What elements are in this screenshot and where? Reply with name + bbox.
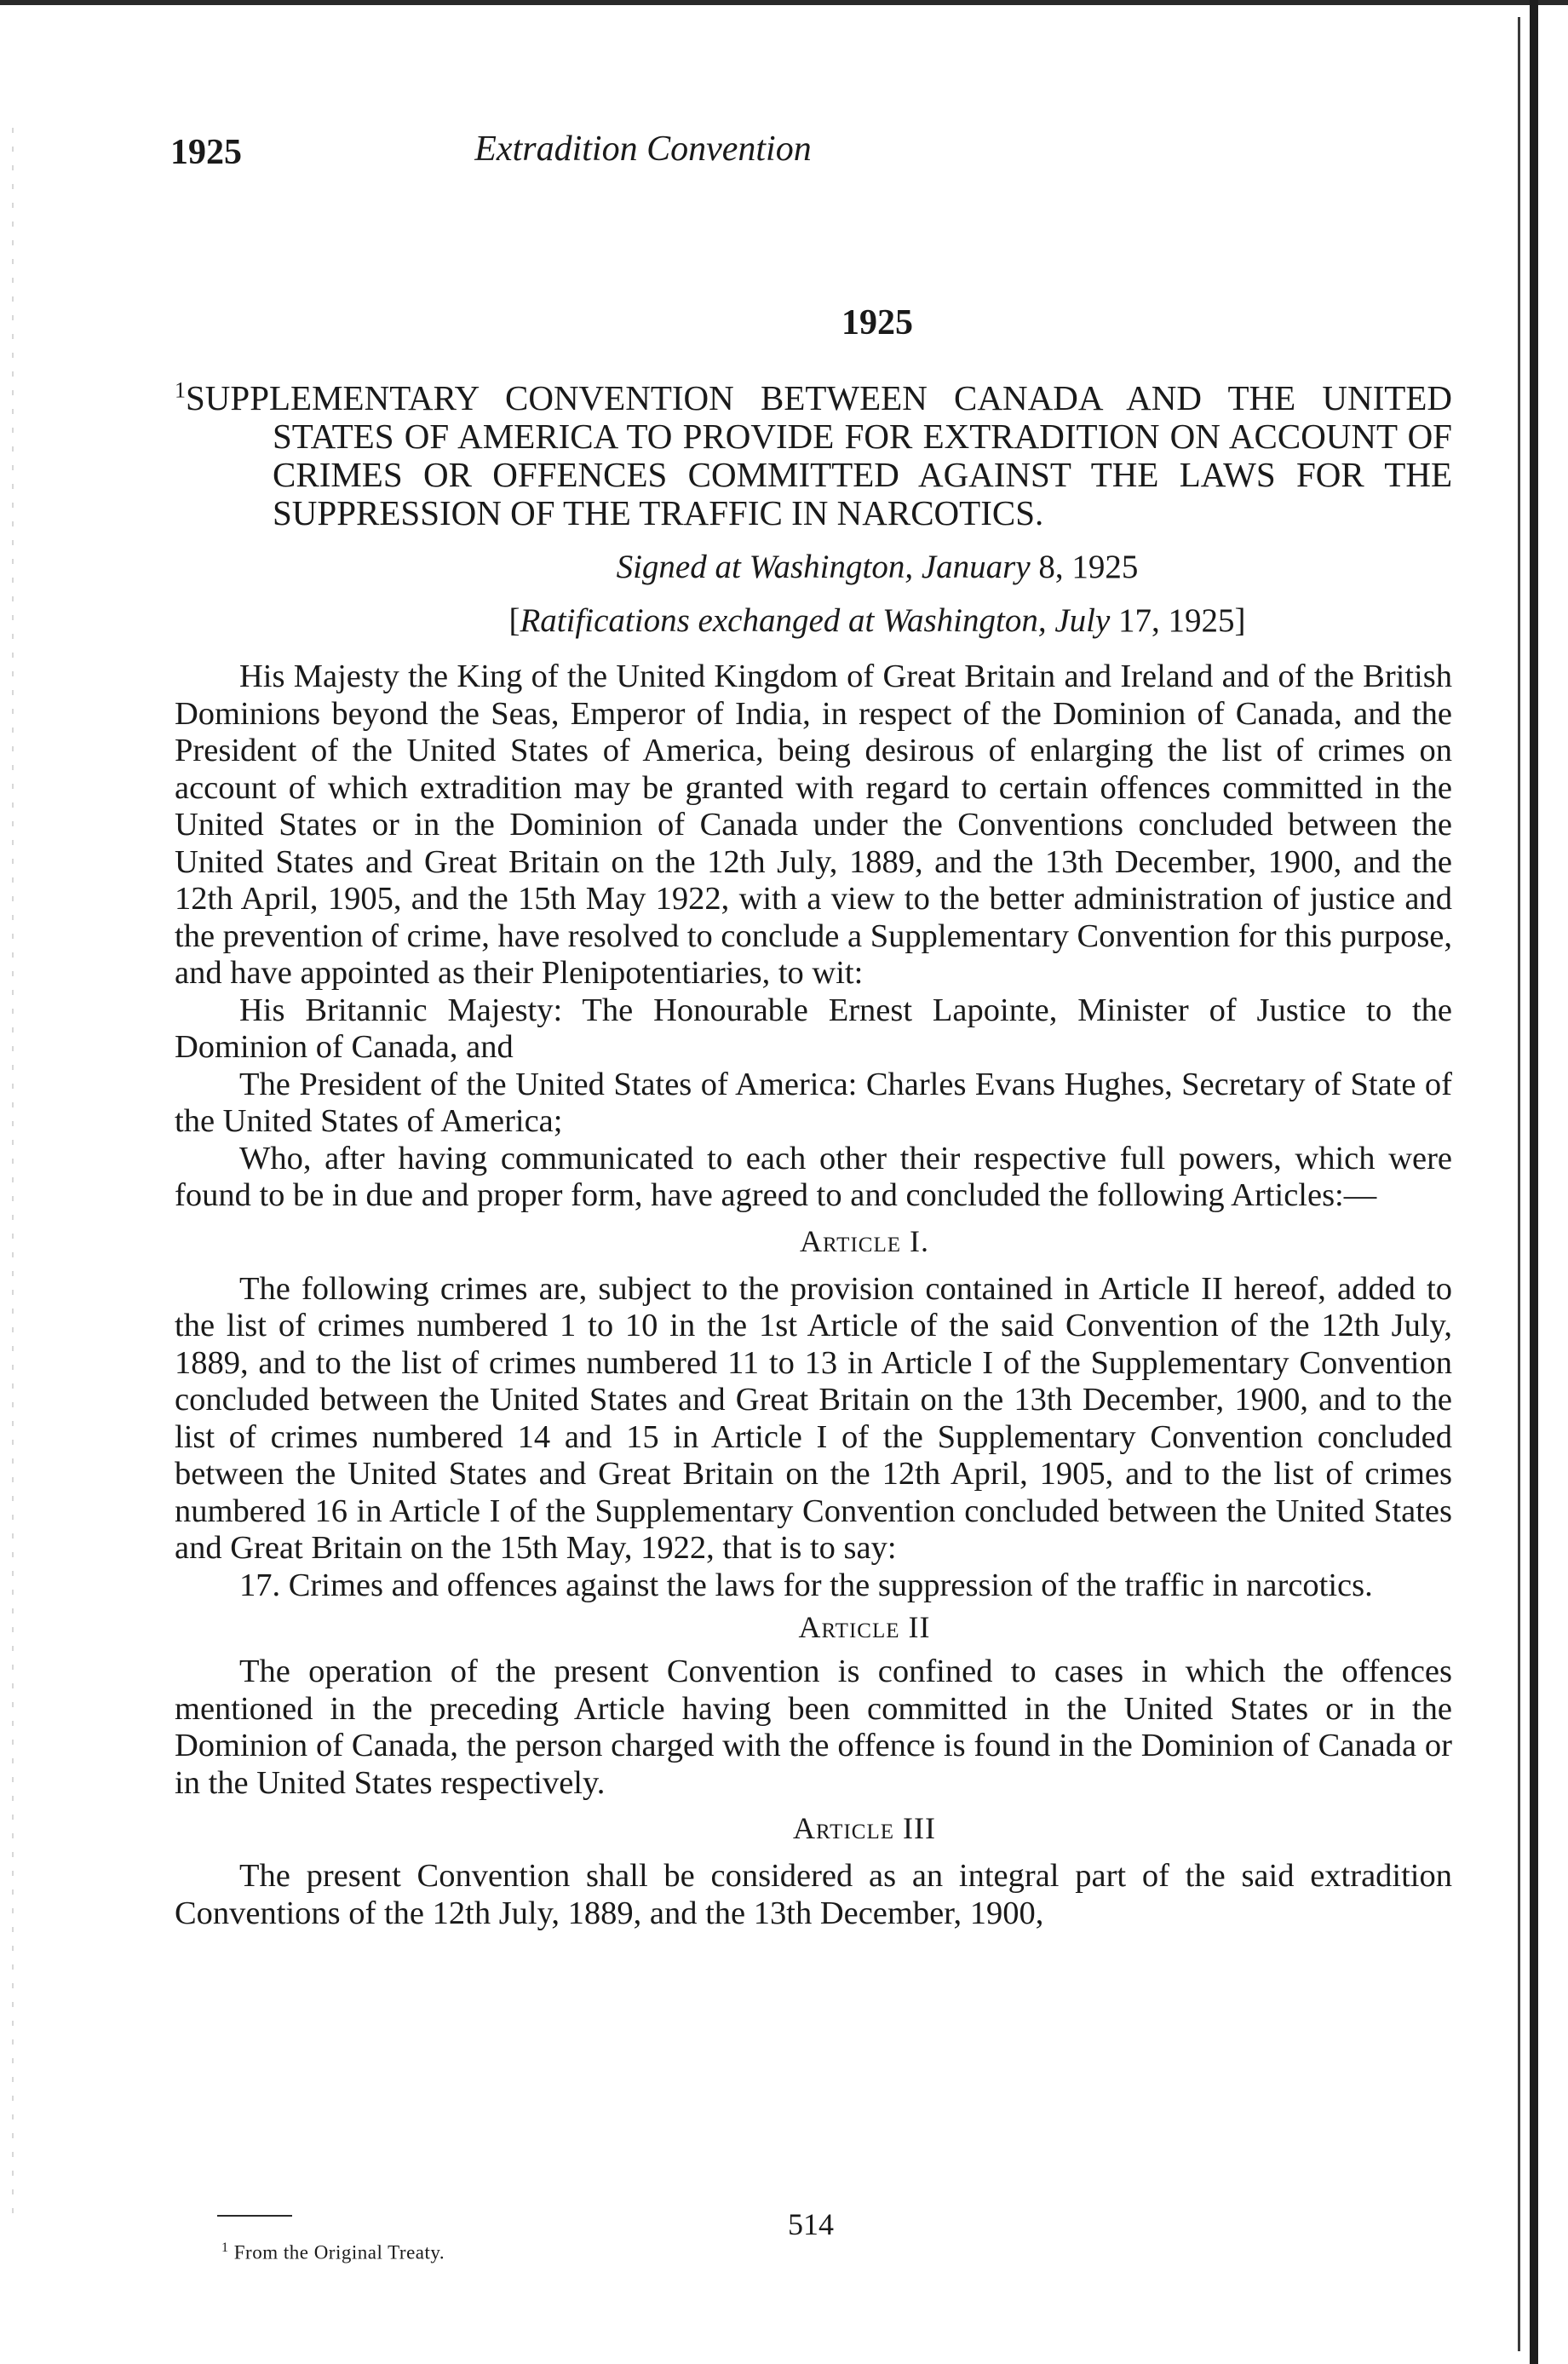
preamble-paragraph: The President of the United States of America: Charles Evans Hughes, Secretary of State of the United States of America; bbox=[175, 1066, 1452, 1139]
ratifications-date: 17, 1925 bbox=[1118, 602, 1235, 639]
ratifications-close-bracket: ] bbox=[1234, 602, 1246, 639]
scan-edge-right bbox=[1530, 0, 1538, 2364]
document-title-text: SUPPLEMENTARY CONVENTION BETWEEN CANADA AND THE UNITED STATES OF AMERICA TO PROVIDE FOR EXTRADITION ON ACCOUNT OF CRIMES OR OFFENCES COMMITTED AGAINST THE LAWS FOR THE SUPPRESSION OF THE TRAFFIC IN NARCOTICS. bbox=[186, 378, 1452, 532]
preamble-paragraph: His Britannic Majesty: The Honourable Ernest Lapointe, Minister of Justice to the Dominion of Canada, and bbox=[175, 992, 1452, 1065]
article-3-paragraph: The present Convention shall be considered as an integral part of the said extradition Conventions of the 12th July, 1889, and the 13th December, 1900, bbox=[175, 1858, 1452, 1931]
article-2-paragraph: The operation of the present Convention is confined to cases in which the offences mentioned in the preceding Article having been committed in the United States or in the Dominion of Canada, the person charged with the offence is found in the Dominion of Canada or in the United States respectively. bbox=[175, 1654, 1452, 1801]
document-year: 1925 bbox=[841, 303, 913, 342]
scan-edge-right-inner bbox=[1518, 17, 1520, 2351]
article-1-heading: Article I. bbox=[800, 1223, 929, 1258]
page-number: 514 bbox=[788, 2207, 834, 2241]
preamble-paragraph: Who, after having communicated to each other their respective full powers, which were found to be in due and proper form, have agreed to and concluded the following Articles:— bbox=[175, 1140, 1452, 1213]
document-title bbox=[175, 379, 1452, 532]
document-content bbox=[175, 302, 1452, 1932]
article-1-paragraph: 17. Crimes and offences against the laws for the suppression of the traffic in narcotics. bbox=[239, 1567, 1373, 1603]
footnote bbox=[221, 2240, 445, 2264]
footnote-rule bbox=[217, 2215, 292, 2217]
running-head-title: Extradition Convention bbox=[474, 129, 812, 169]
article-1-paragraph: The following crimes are, subject to the provision contained in Article II hereof, added to the list of crimes numbered 1 to 10 in the 1st Article of the said Convention of the 12th July, 1889, and to the list of crimes numbered 11 to 13 in Article I of the Supplementary Convention concluded between the United States and Great Britain on the 13th December, 1900, and to the list of crimes numbered 14 and 15 in Article I of the Supplementary Convention concluded between the United States and Great Britain on the 12th April, 1905, and to the list of crimes numbered 16 in Article I of the Supplementary Convention concluded between the United States and Great Britain on the 15th May, 1922, that is to say: bbox=[175, 1270, 1452, 1566]
ratifications-line bbox=[175, 601, 1452, 640]
signed-label: Signed at Washington, January bbox=[616, 549, 1031, 585]
ratifications-label: Ratifications exchanged at Washington, July bbox=[520, 602, 1111, 639]
footnote-text: From the Original Treaty. bbox=[233, 2241, 445, 2263]
running-head bbox=[170, 129, 1452, 183]
title-footnote-mark: 1 bbox=[175, 377, 186, 403]
signed-date: 8, 1925 bbox=[1038, 549, 1139, 585]
article-2-heading: Article II bbox=[798, 1610, 931, 1644]
document-page bbox=[170, 0, 1453, 2364]
signed-line bbox=[175, 548, 1452, 586]
ratifications-open-bracket: [ bbox=[508, 602, 520, 639]
scan-edge-left bbox=[12, 128, 14, 2215]
preamble-paragraph: His Majesty the King of the United Kingdom of Great Britain and Ireland and of the British Dominions beyond the Seas, Emperor of India, in respect of the Dominion of Canada, and the President of the United States of America, being desirous of enlarging the list of crimes on account of which extradition may be granted with regard to certain offences committed in the United States or in the Dominion of Canada under the Conventions concluded between the United States and Great Britain on the 12th July, 1889, and the 13th December, 1900, and the 12th April, 1905, and the 15th May 1922, with a view to the better administration of justice and the prevention of crime, have resolved to conclude a Supplementary Convention for this purpose, and have appointed as their Plenipotentiaries, to wit: bbox=[175, 659, 1453, 991]
footnote-mark: 1 bbox=[221, 2240, 229, 2255]
running-head-year: 1925 bbox=[170, 133, 242, 172]
article-3-heading: Article III bbox=[793, 1811, 936, 1845]
